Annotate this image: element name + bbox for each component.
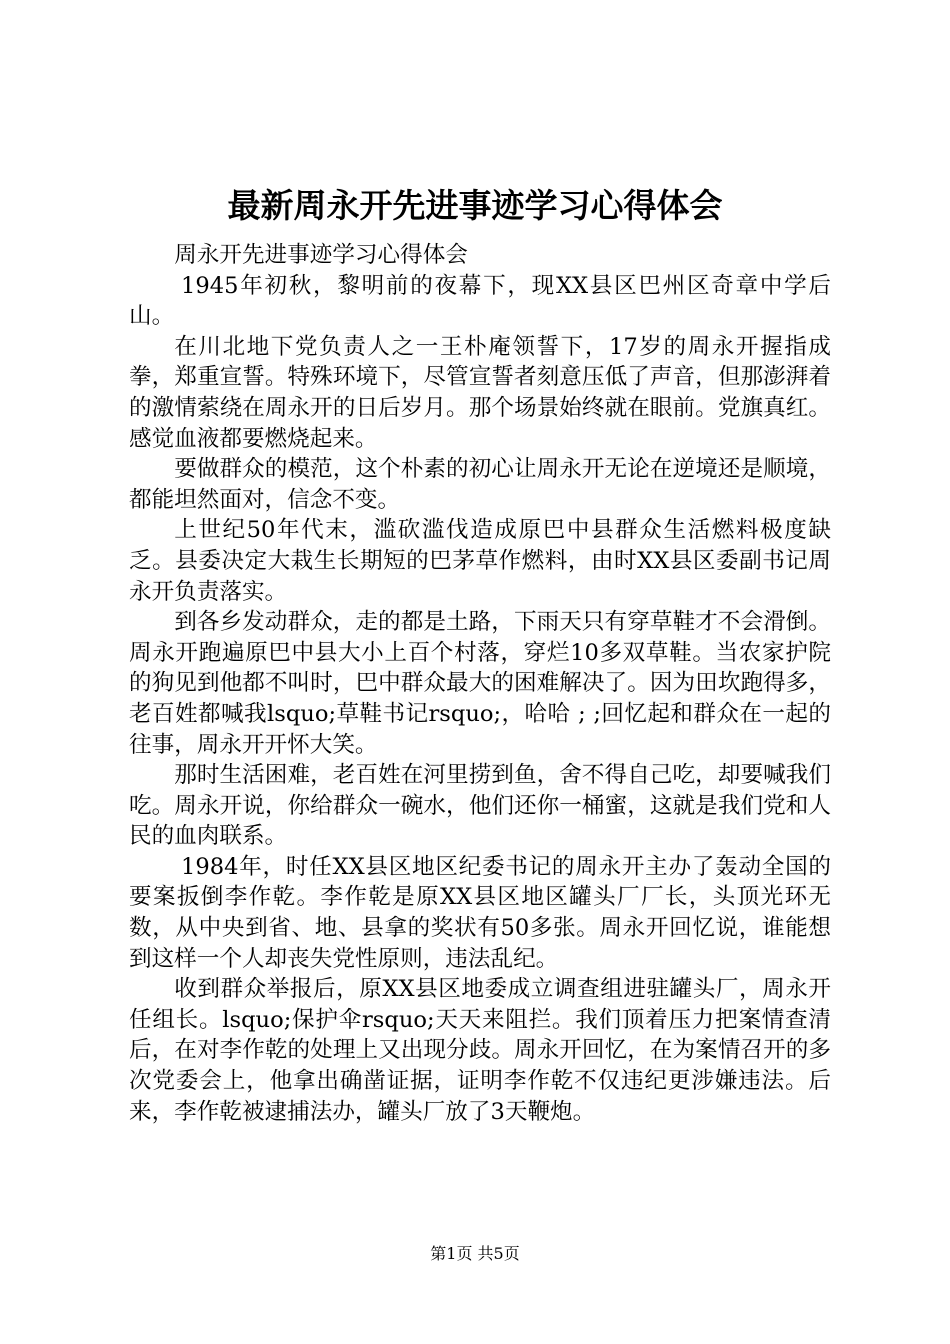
document-title: 最新周永开先进事迹学习心得体会 (227, 186, 723, 225)
paragraph: 那时生活困难，老百姓在河里捞到鱼，舍不得自己吃，却要喊我们吃。周永开说，你给群众一碗水，他们还你一桶蜜，这就是我们党和人民的血肉联系。 (129, 762, 831, 850)
paragraph: 到各乡发动群众，走的都是土路，下雨天只有穿草鞋才不会滑倒。周永开跑遍原巴中县大小上百个村落，穿烂10多双草鞋。当农家护院的狗见到他都不叫时，巴中群众最大的困难解决了。因为田坎跑得多，老百姓都喊我lsquo;草鞋书记rsquo;，哈哈 ; ;回忆起和群众在一起的往事，周永开开怀大笑。 (129, 609, 831, 758)
paragraph: 1984年，时任XX县区地区纪委书记的周永开主办了轰动全国的要案扳倒李作乾。李作乾是原XX县区地区罐头厂厂长，头顶光环无数，从中央到省、地、县拿的奖状有50多张。周永开回忆说，谁能想到这样一个人却丧失党性原则，违法乱纪。 (129, 853, 831, 972)
paragraph: 收到群众举报后，原XX县区地委成立调查组进驻罐头厂，周永开任组长。lsquo;保护伞rsquo;天天来阻拦。我们顶着压力把案情查清后，在对李作乾的处理上又出现分歧。周永开回忆，在为案情召开的多次党委会上，他拿出确凿证据，证明李作乾不仅违纪更涉嫌违法。后来，李作乾被逮捕法办，罐头厂放了3天鞭炮。 (129, 976, 831, 1125)
document-body (129, 240, 831, 1127)
paragraph: 在川北地下党负责人之一王朴庵领誓下，17岁的周永开握指成拳，郑重宣誓。特殊环境下，尽管宣誓者刻意压低了声音，但那澎湃着的激情萦绕在周永开的日后岁月。那个场景始终就在眼前。党旗真红。感觉血液都要燃烧起来。 (129, 333, 831, 452)
paragraph: 上世纪50年代末，滥砍滥伐造成原巴中县群众生活燃料极度缺乏。县委决定大栽生长期短的巴茅草作燃料，由时XX县区委副书记周永开负责落实。 (129, 517, 831, 605)
page-number-footer: 第1页 共5页 (430, 1244, 520, 1263)
paragraph-subtitle: 周永开先进事迹学习心得体会 (174, 242, 468, 268)
paragraph: 1945年初秋，黎明前的夜幕下，现XX县区巴州区奇章中学后山。 (129, 272, 831, 330)
paragraph: 要做群众的模范，这个朴素的初心让周永开无论在逆境还是顺境，都能坦然面对，信念不变。 (129, 456, 831, 513)
